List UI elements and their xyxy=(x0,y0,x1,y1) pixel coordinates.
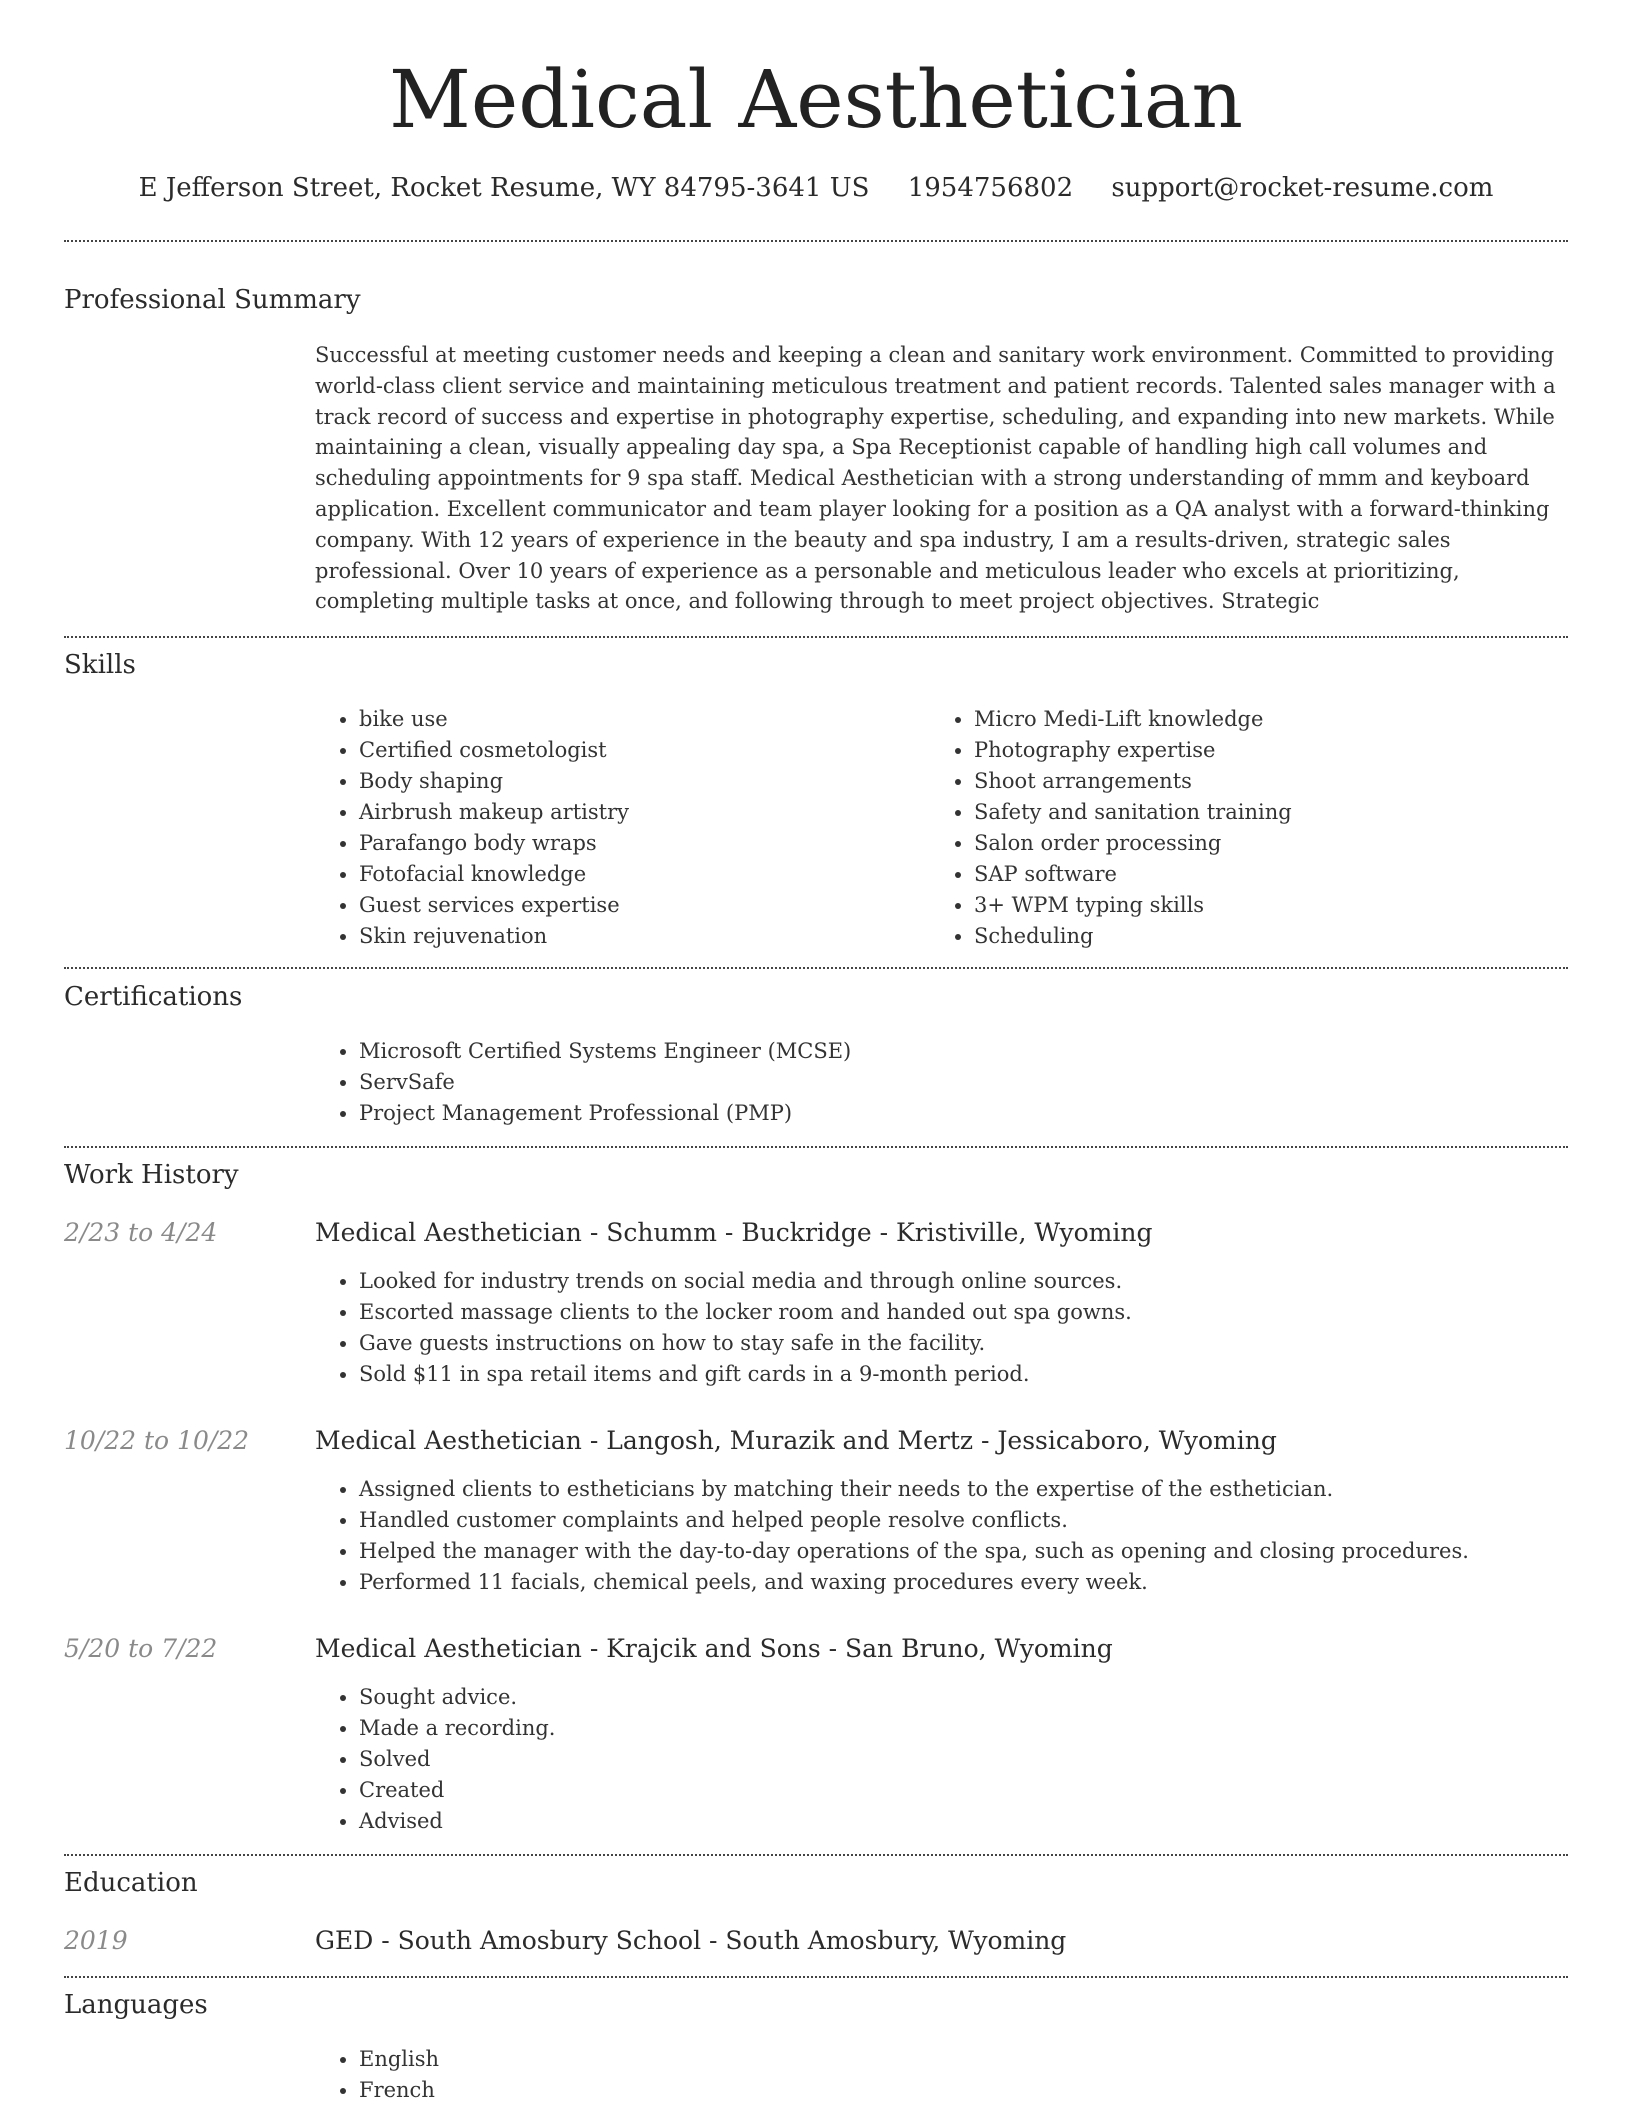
skill-item: • Micro Medi-Lift knowledge xyxy=(974,704,1292,735)
skill-item: • Fotofacial knowledge xyxy=(359,859,629,890)
section-divider xyxy=(64,240,1568,242)
job-bullet: • Sold $11 in spa retail items and gift cards in a 9-month period. xyxy=(359,1359,1132,1390)
job-bullets xyxy=(315,1266,1132,1390)
certification-item: • Microsoft Certified Systems Engineer (MCSE) xyxy=(359,1036,851,1067)
section-divider xyxy=(64,636,1568,638)
languages-heading: Languages xyxy=(64,1990,208,2020)
contact-email: support@rocket-resume.com xyxy=(1111,173,1494,203)
skill-item: • Shoot arrangements xyxy=(974,766,1292,797)
job-bullet: • Looked for industry trends on social media and through online sources. xyxy=(359,1266,1132,1297)
skill-item: • Safety and sanitation training xyxy=(974,797,1292,828)
skills-list-right xyxy=(930,704,1292,952)
job-dates: 5/20 to 7/22 xyxy=(64,1634,218,1663)
job-bullet: • Escorted massage clients to the locker room and handed out spa gowns. xyxy=(359,1297,1132,1328)
section-divider xyxy=(64,1976,1568,1978)
work-history-heading: Work History xyxy=(64,1160,239,1190)
job-title: Medical Aesthetician - Langosh, Murazik and Mertz - Jessicaboro, Wyoming xyxy=(315,1426,1277,1455)
job-bullet: • Advised xyxy=(359,1806,555,1837)
skills-list-left xyxy=(315,704,629,952)
certifications-list xyxy=(315,1036,851,1129)
skill-item: • Photography expertise xyxy=(974,735,1292,766)
skill-item: • Guest services expertise xyxy=(359,890,629,921)
skill-item: • 3+ WPM typing skills xyxy=(974,890,1292,921)
education-heading: Education xyxy=(64,1868,198,1898)
job-title: Medical Aesthetician - Krajcik and Sons - San Bruno, Wyoming xyxy=(315,1634,1113,1663)
job-bullets xyxy=(315,1474,1469,1598)
certifications-heading: Certifications xyxy=(64,982,243,1012)
contact-phone: 1954756802 xyxy=(907,173,1074,203)
job-bullet: • Solved xyxy=(359,1744,555,1775)
job-bullet: • Performed 11 facials, chemical peels, and waxing procedures every week. xyxy=(359,1567,1469,1598)
skill-item: • SAP software xyxy=(974,859,1292,890)
skill-item: • Scheduling xyxy=(974,921,1292,952)
skill-item: • Certified cosmetologist xyxy=(359,735,629,766)
skills-heading: Skills xyxy=(64,650,136,680)
skill-item: • Salon order processing xyxy=(974,828,1292,859)
job-bullet: • Made a recording. xyxy=(359,1713,555,1744)
certification-item: • ServSafe xyxy=(359,1067,851,1098)
contact-address: E Jefferson Street, Rocket Resume, WY 84795-3641 US xyxy=(138,173,870,203)
languages-list xyxy=(315,2044,439,2106)
job-bullets xyxy=(315,1682,555,1837)
job-bullet: • Handled customer complaints and helped people resolve conflicts. xyxy=(359,1505,1469,1536)
skill-item: • bike use xyxy=(359,704,629,735)
resume-name: Medical Aesthetician xyxy=(388,53,1244,146)
certification-item: • Project Management Professional (PMP) xyxy=(359,1098,851,1129)
language-item: • French xyxy=(359,2075,439,2106)
education-entry: GED - South Amosbury School - South Amosbury, Wyoming xyxy=(315,1926,1067,1955)
contact-line xyxy=(0,170,1632,206)
job-bullet: • Gave guests instructions on how to stay safe in the facility. xyxy=(359,1328,1132,1359)
job-bullet: • Helped the manager with the day-to-day operations of the spa, such as opening and closing procedures. xyxy=(359,1536,1469,1567)
education-year: 2019 xyxy=(64,1926,128,1955)
job-title: Medical Aesthetician - Schumm - Buckridge - Kristiville, Wyoming xyxy=(315,1218,1153,1247)
skill-item: • Body shaping xyxy=(359,766,629,797)
section-divider xyxy=(64,1146,1568,1148)
skill-item: • Airbrush makeup artistry xyxy=(359,797,629,828)
skill-item: • Parafango body wraps xyxy=(359,828,629,859)
job-dates: 10/22 to 10/22 xyxy=(64,1426,250,1455)
language-item: • English xyxy=(359,2044,439,2075)
summary-heading: Professional Summary xyxy=(64,285,361,315)
job-bullet: • Created xyxy=(359,1775,555,1806)
job-bullet: • Assigned clients to estheticians by matching their needs to the expertise of the esthetician. xyxy=(359,1474,1469,1505)
section-divider xyxy=(64,1854,1568,1856)
skill-item: • Skin rejuvenation xyxy=(359,921,629,952)
job-dates: 2/23 to 4/24 xyxy=(64,1218,218,1247)
summary-text: Successful at meeting customer needs and keeping a clean and sanitary work environment. Committed to providing world-class client service and maintaining meticulous treatment and patient records. Talented sales manager with a track record of success and expertise in photography expertise, scheduling, and expanding into new markets. While maintaining a clean, visually appealing day spa, a Spa Receptionist capable of handling high call volumes and scheduling appointments for 9 spa staff. Medical Aesthetician with a strong understanding of mmm and keyboard application. Excellent communicator and team player looking for a position as a QA analyst with a forward-thinking company. With 12 years of experience in the beauty and spa industry, I am a results-driven, strategic sales professional. Over 10 years of experience as a personable and meticulous leader who excels at prioritizing, completing multiple tasks at once, and following through to meet project objectives. Strategic xyxy=(315,343,1556,614)
section-divider xyxy=(64,967,1568,969)
job-bullet: • Sought advice. xyxy=(359,1682,555,1713)
